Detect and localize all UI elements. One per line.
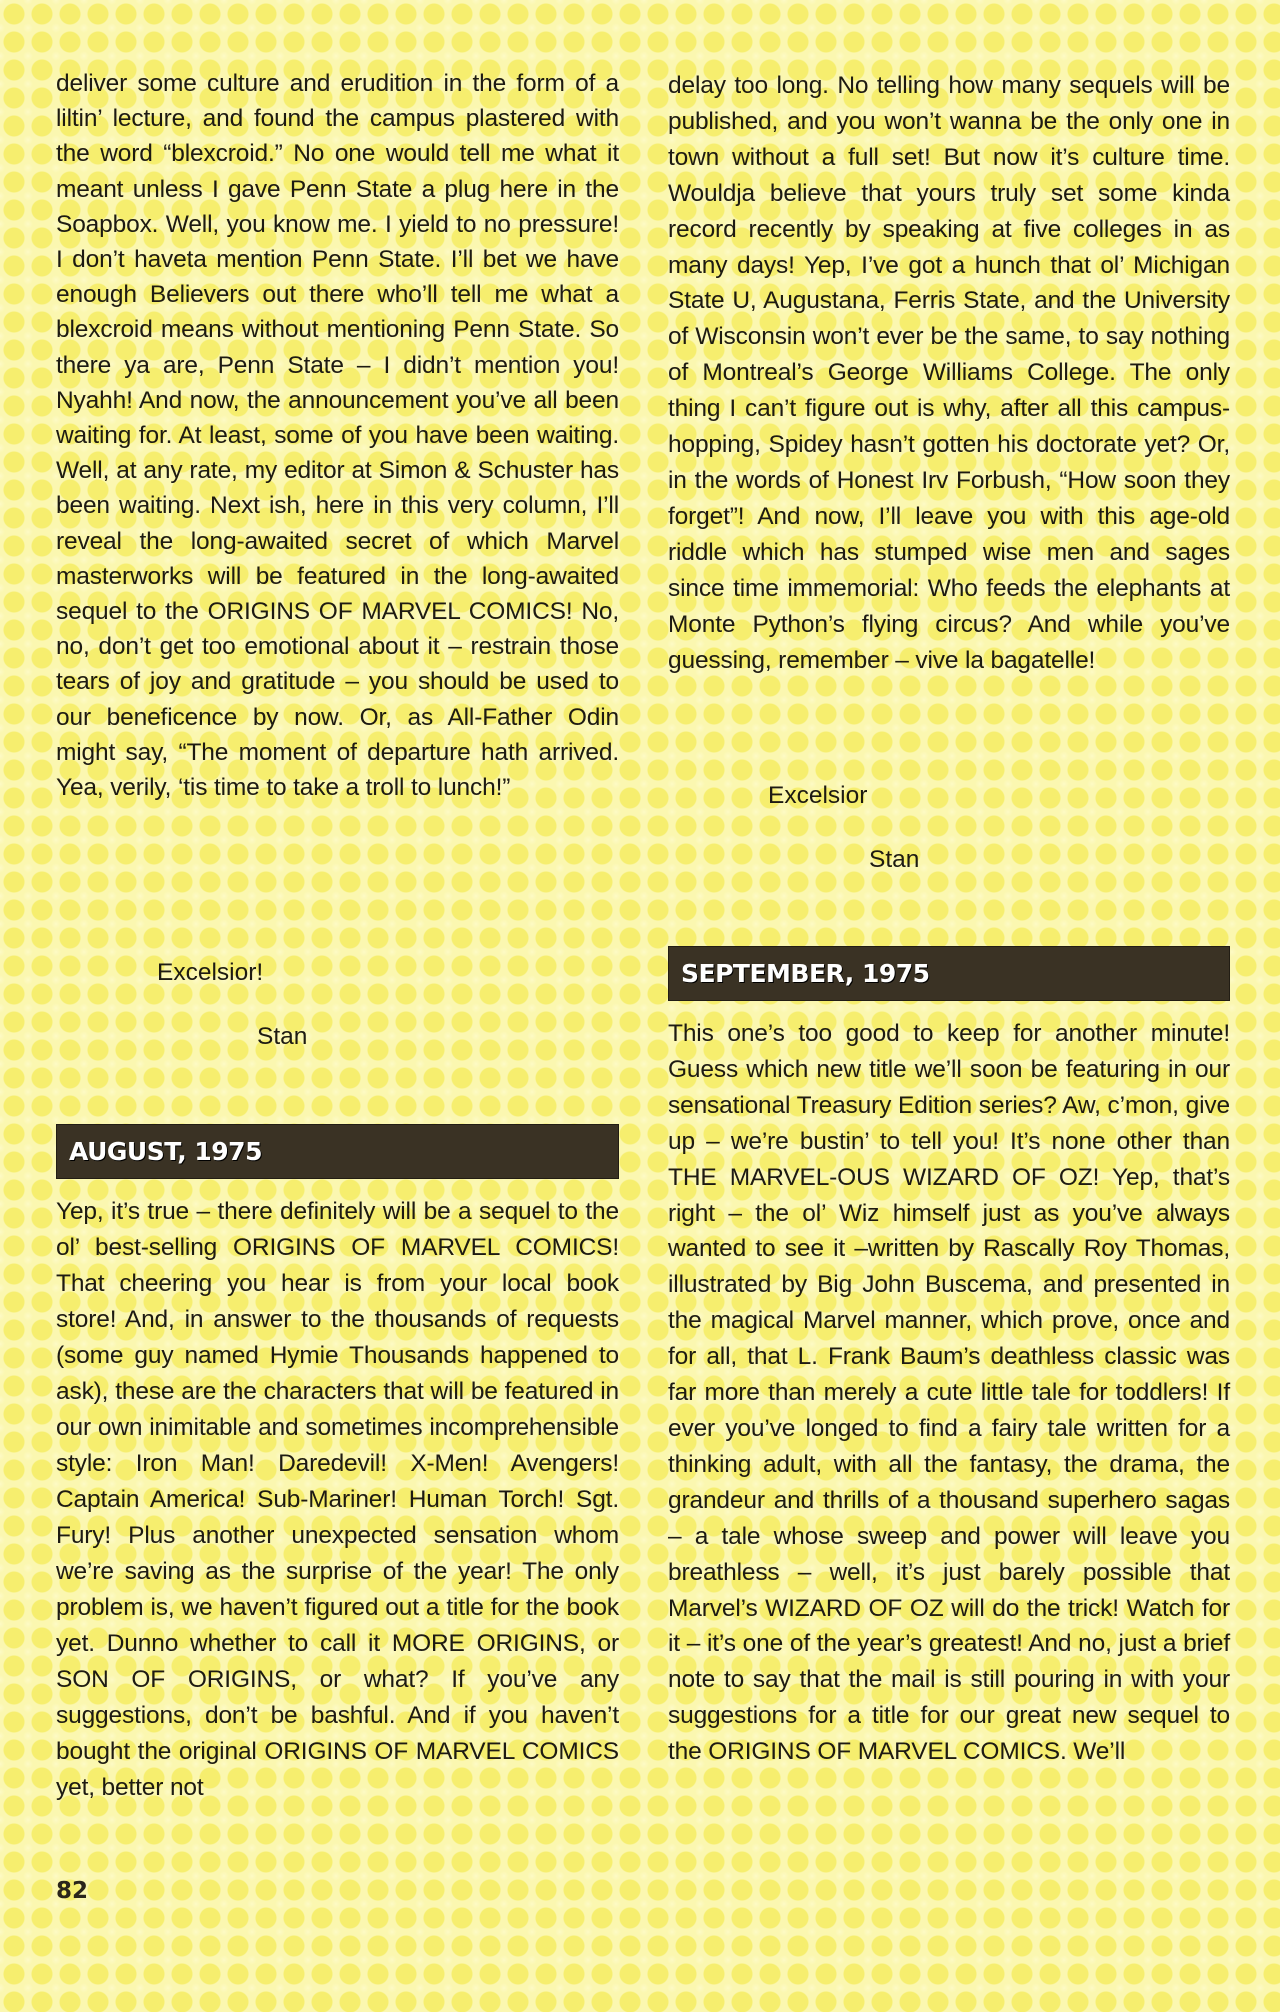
continued-paragraph: delay too long. No telling how many sequels will be published, and you won’t wanna be the only one in town without a full set! But now it’s culture time. Wouldja believe that yours truly set some kinda record recently by speaking at five colleges in as many days! Yep, I’ve got a hunch that ol’ Michigan State U, Augustana, Ferris State, and the University of Wisconsin won’t ever be the same, to say nothing of Montreal’s George Williams College. The only thing I can’t figure out is why, after all this campus-hopping, Spidey hasn’t gotten his doctorate yet? Or, in the words of Honest Irv Forbush, “How soon they forget”! And now, I’ll leave you with this age-old riddle which has stumped wise men and sages since time immemorial: Who feeds the elephants at Monte Python’s flying circus? And while you’ve guessing, remember – vive la bagatelle! xyxy=(668,72,1230,674)
left-signoff: Excelsior! xyxy=(157,959,264,986)
right-signature: Stan xyxy=(869,846,920,873)
section-heading: SEPTEMBER, 1975 xyxy=(681,959,930,988)
section-header-september-1975 xyxy=(668,946,1230,1001)
intro-paragraph: deliver some culture and erudition in the form of a liltin’ lecture, and found the campus plastered with the word “blexcroid.” No one would tell me what it meant unless I gave Penn State a plug here in the Soapbox. Well, you know me. I yield to no pressure! I don’t haveta mention Penn State. I’ll bet we have enough Believers out there who’ll tell me what a blexcroid means without mentioning Penn State. So there ya are, Penn State – I didn’t mention you! Nyahh! And now, the announcement you’ve all been waiting for. At least, some of you have been waiting. Well, at any rate, my editor at Simon & Schuster has been waiting. Next ish, here in this very column, I’ll reveal the long-awaited secret of which Marvel masterworks will be featured in the long-awaited sequel to the ORIGINS OF MARVEL COMICS! No, no, don’t get too emotional about it – restrain those tears of joy and gratitude – you should be used to our beneficence by now. Or, as All-Father Odin might say, “The moment of departure hath arrived. Yea, verily, ‘tis time to take a troll to lunch!” xyxy=(56,70,619,802)
september-section-body xyxy=(668,1016,1230,1770)
right-signoff: Excelsior xyxy=(768,782,868,809)
september-paragraph: This one’s too good to keep for another minute! Guess which new title we’ll soon be featuring in our sensational Treasury Edition series? Aw, c’mon, give up – we’re bustin’ to tell you! It’s none other than THE MARVEL-OUS WIZARD OF OZ! Yep, that’s right – the ol’ Wiz himself just as you’ve always wanted to see it –written by Rascally Roy Thomas, illustrated by Big John Buscema, and presented in the magical Marvel manner, which prove, once and for all, that L. Frank Baum’s deathless classic was far more than merely a cute little tale for toddlers! If ever you’ve longed to find a fairy tale written for a thinking adult, with all the fantasy, the drama, the grandeur and thrills of a thousand superhero sagas – a tale whose sweep and power will leave you breathless – well, it’s just barely possible that Marvel’s WIZARD OF OZ will do the trick! Watch for it – it’s one of the year’s greatest! And no, just a brief note to say that the mail is still pouring in with your suggestions for a title for our great new sequel to the ORIGINS OF MARVEL COMICS. We’ll xyxy=(668,1020,1230,1766)
left-column-intro-text xyxy=(56,66,619,805)
page-number: 82 xyxy=(56,1878,89,1904)
right-column-continued-text xyxy=(668,68,1230,678)
section-heading: AUGUST, 1975 xyxy=(69,1137,262,1166)
left-signature: Stan xyxy=(257,1023,308,1050)
august-section-body xyxy=(56,1194,619,1806)
august-paragraph: Yep, it’s true – there definitely will be a sequel to the ol’ best-selling ORIGINS OF MARVEL COMICS! That cheering you hear is from your local book store! And, in answer to the thousands of requests (some guy named Hymie Thousands happened to ask), these are the characters that will be featured in our own inimitable and sometimes incomprehensible style: Iron Man! Daredevil! X-Men! Avengers! Captain America! Sub-Mariner! Human Torch! Sgt. Fury! Plus another unexpected sensation whom we’re saving as the surprise of the year! The only problem is, we haven’t figured out a title for the book yet. Dunno whether to call it MORE ORIGINS, or SON OF ORIGINS, or what? If you’ve any suggestions, don’t be bashful. And if you haven’t bought the original ORIGINS OF MARVEL COMICS yet, better not xyxy=(56,1198,619,1801)
section-header-august-1975 xyxy=(56,1124,619,1179)
